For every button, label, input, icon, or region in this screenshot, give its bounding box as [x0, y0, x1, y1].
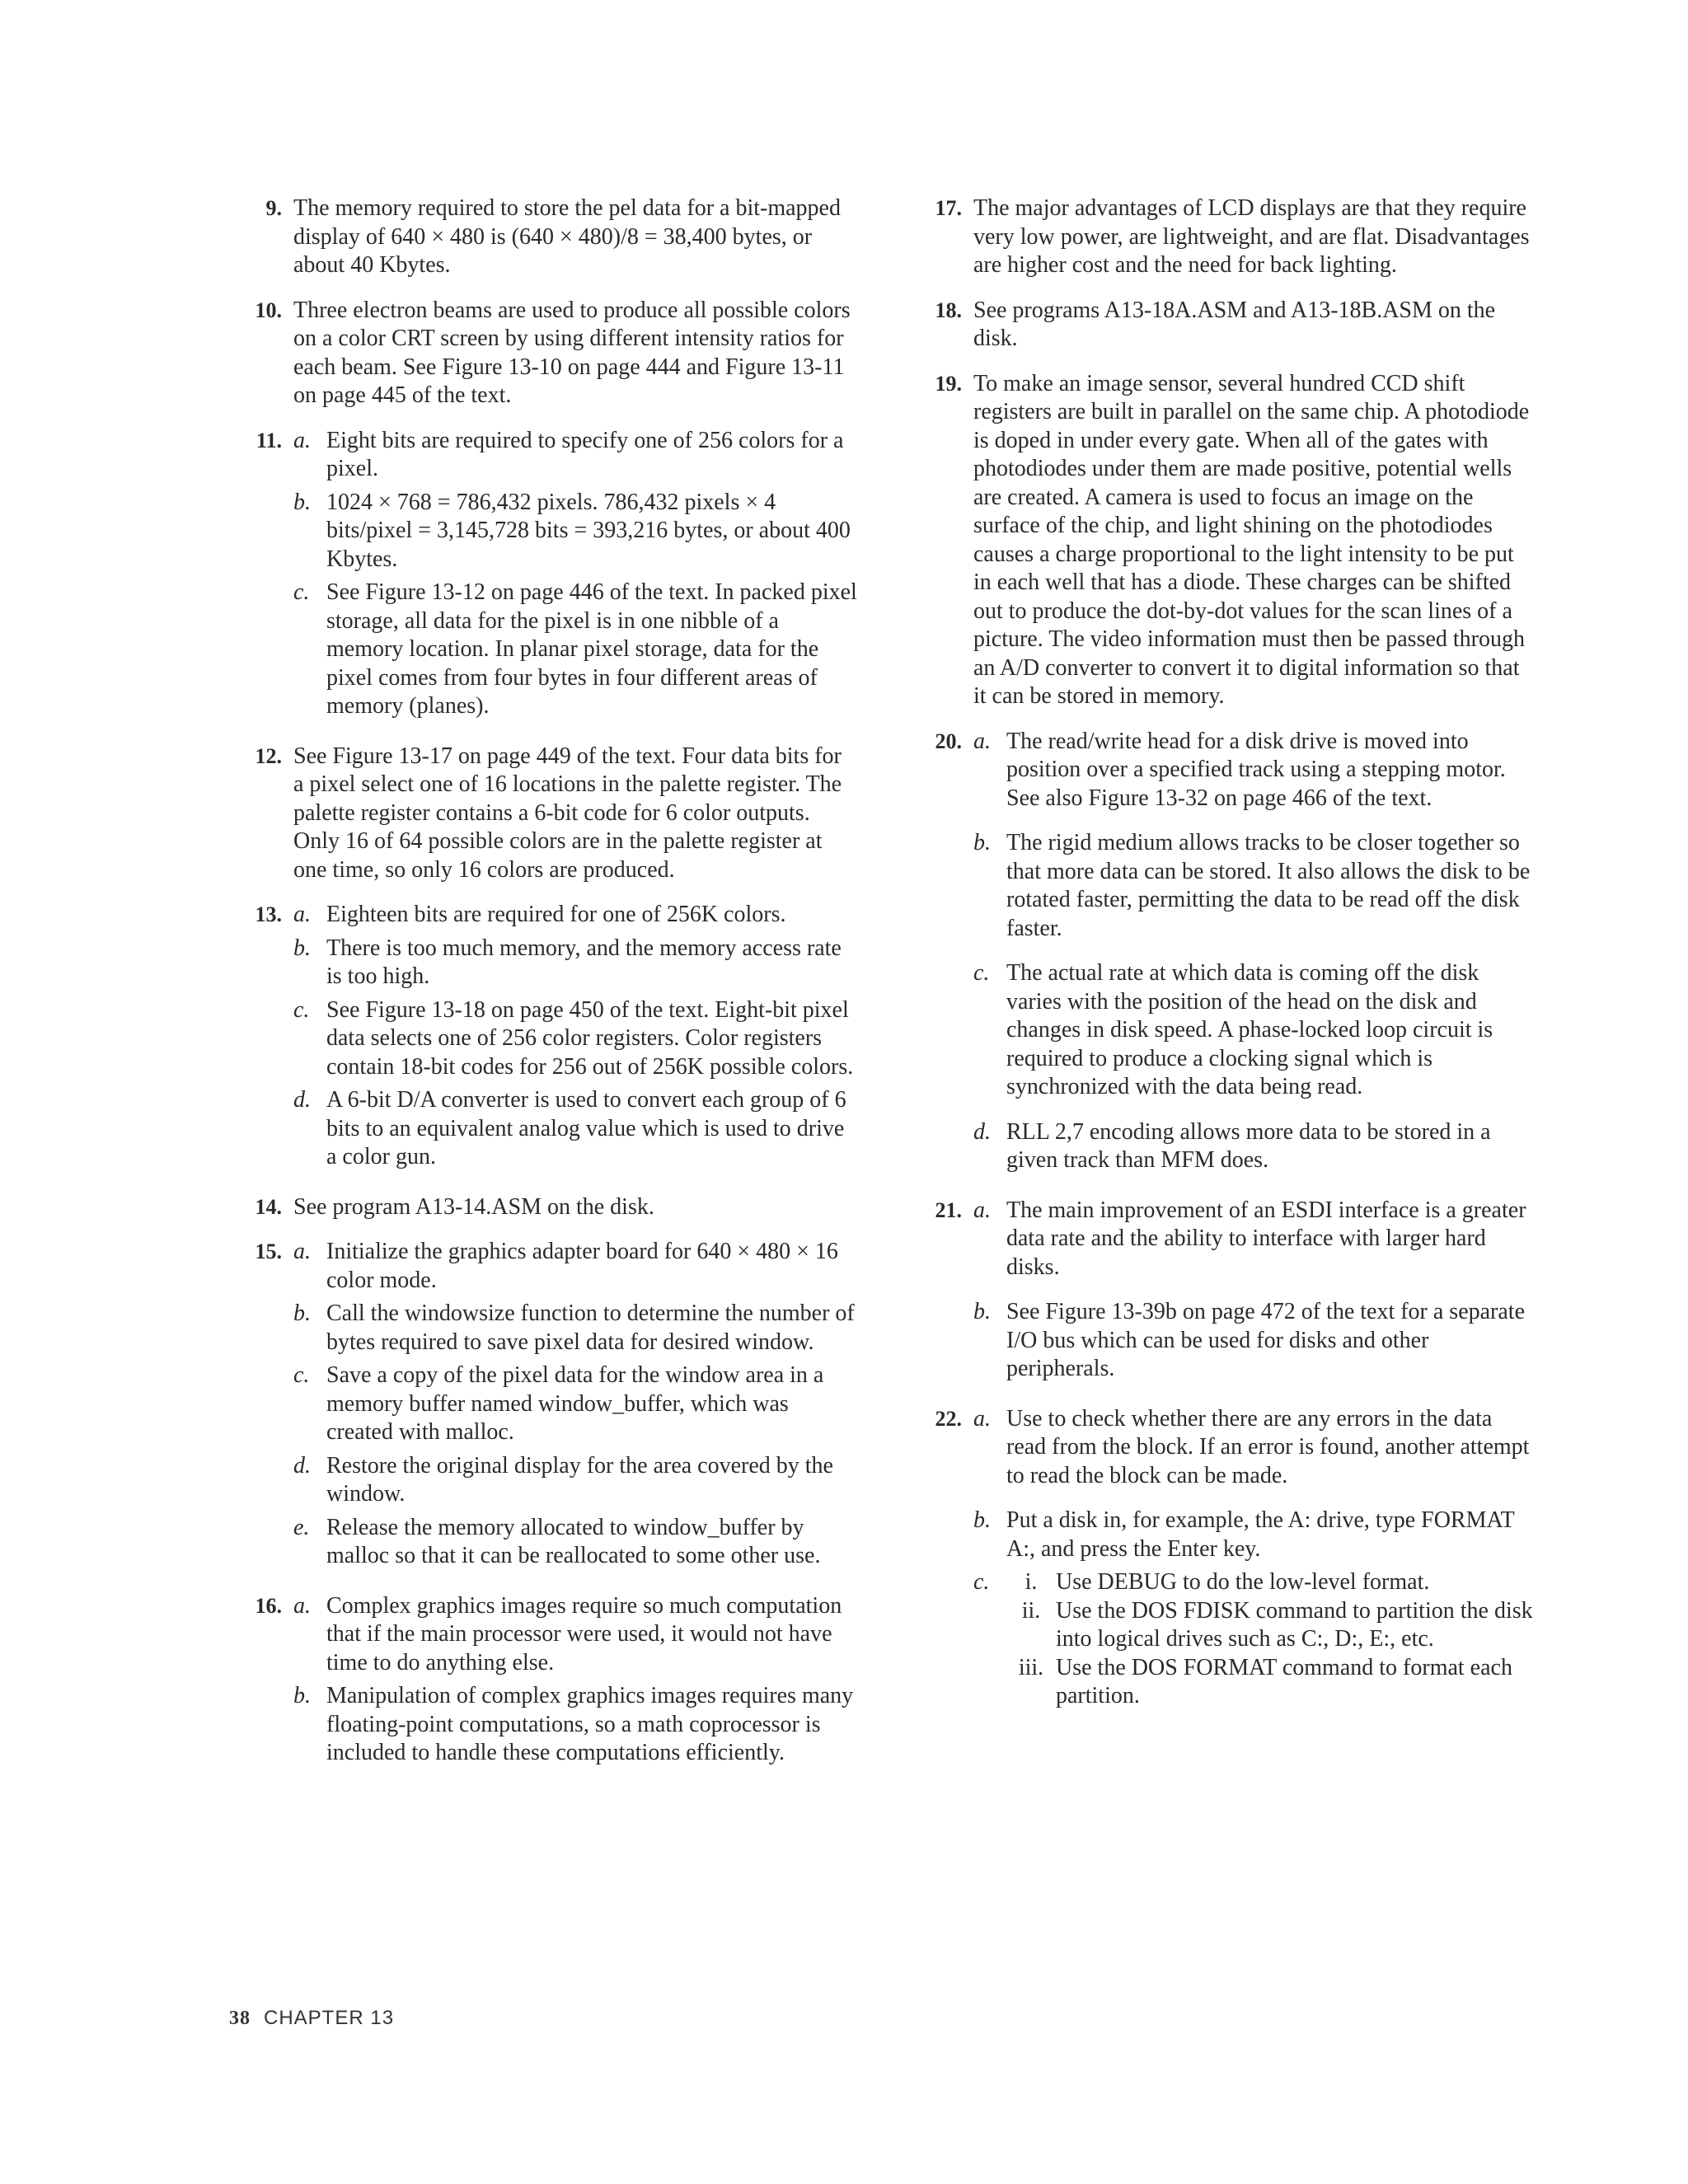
part-text: Save a copy of the pixel data for the window area in a memory buffer named window_buffer, which was created with malloc.	[326, 1362, 824, 1445]
part-text: Call the windowsize function to determine the number of bytes required to save pixel data for desired window.	[326, 1301, 855, 1355]
part-text: See Figure 13-18 on page 450 of the text. Eight-bit pixel data selects one of 256 color registers. Color registers contain 18-bit codes for 256 out of 256K possible colors.	[326, 996, 854, 1080]
part-label: c.	[293, 1362, 310, 1388]
part-text: Initialize the graphics adapter board for 640 × 480 × 16 color mode.	[326, 1239, 838, 1293]
part-text: There is too much memory, and the memory access rate is too high.	[326, 935, 842, 989]
part-label: c.	[293, 996, 310, 1023]
question-14	[223, 1193, 857, 1222]
part-text: Eight bits are required to specify one of 256 colors for a pixel.	[326, 427, 844, 481]
part-text: Eighteen bits are required for one of 256K colors.	[326, 902, 786, 927]
question-15	[223, 1238, 857, 1576]
part-label: b.	[293, 935, 311, 961]
part-text: The read/write head for a disk drive is moved into position over a specified track using a stepping motor. See also Figure 13-32 on page 466 of the text.	[1006, 728, 1506, 811]
subpart-label: iii.	[1018, 1654, 1044, 1680]
question-number: 13.	[255, 902, 282, 926]
answer-text: See programs A13-18A.ASM and A13-18B.ASM on the disk.	[973, 297, 1496, 351]
subpart-label: ii.	[1021, 1597, 1041, 1624]
answer-subpart-iii	[1006, 1654, 1537, 1711]
subpart-text: Use DEBUG to do the low-level format.	[1056, 1569, 1430, 1595]
part-label: c.	[973, 1569, 990, 1595]
answer-part-a	[293, 427, 857, 484]
part-label: b.	[293, 489, 311, 515]
right-column	[903, 194, 1537, 1732]
question-number: 22.	[935, 1406, 962, 1431]
part-label: c.	[293, 579, 310, 605]
part-label: a.	[973, 1197, 991, 1223]
part-text: Complex graphics images require so much computation that if the main processor were used, it would not have time to do anything else.	[326, 1592, 842, 1675]
part-text: See Figure 13-12 on page 446 of the text. In packed pixel storage, all data for the pixel is in one nibble of a memory location. In planar pixel storage, data for the pixel comes from four bytes in four different areas of memory (planes).	[326, 579, 857, 719]
answer-part-d	[293, 1452, 857, 1509]
question-22	[903, 1405, 1537, 1716]
answer-text: To make an image sensor, several hundred CCD shift registers are built in parallel on the same chip. A photodiode is doped in under every gate. When all of the gates with photodiodes under them are made positive, potential wells are created. A camera is used to focus an image on the surface of the chip, and light shining on the photodiodes causes a charge proportional to the light intensity to be put in each well that has a diode. These charges can be shifted out to produce the dot-by-dot values for the scan lines of a picture. The video information must then be passed through an A/D converter to convert it to digital information so that it can be stored in memory.	[973, 370, 1530, 709]
question-number: 17.	[935, 196, 962, 220]
answer-part-a	[973, 728, 1537, 813]
part-label: a.	[293, 902, 311, 927]
question-19	[903, 370, 1537, 711]
answer-part-b	[293, 935, 857, 991]
answer-part-b	[293, 1682, 857, 1768]
answer-text: See Figure 13-17 on page 449 of the text. Four data bits for a pixel select one of 16 locations in the palette register. The palette register contains a 6-bit code for 6 color outputs. Only 16 of 64 possible colors are in the palette register at one time, so only 16 colors are produced.	[293, 743, 842, 883]
part-label: e.	[293, 1514, 310, 1540]
question-10	[223, 297, 857, 410]
answer-part-b	[293, 1300, 857, 1357]
part-label: b.	[293, 1683, 311, 1708]
part-label: b.	[973, 1299, 991, 1324]
subpart-text: Use the DOS FORMAT command to format each partition.	[1056, 1654, 1512, 1708]
part-label: a.	[973, 728, 991, 754]
part-text: Manipulation of complex graphics images requires many floating-point computations, so a math coprocessor is included to handle these computations efficiently.	[326, 1683, 854, 1765]
part-label: b.	[973, 830, 991, 855]
answer-part-a	[293, 901, 857, 930]
part-label: d.	[293, 1452, 311, 1479]
part-label: a.	[293, 1239, 311, 1264]
question-number: 20.	[935, 729, 962, 753]
part-text: RLL 2,7 encoding allows more data to be stored in a given track than MFM does.	[1006, 1118, 1491, 1173]
answer-part-b	[973, 829, 1537, 943]
page-number: 38	[229, 2008, 251, 2029]
question-16	[223, 1592, 857, 1773]
left-column	[223, 194, 857, 1789]
part-text: The main improvement of an ESDI interface is a greater data rate and the ability to interface with larger hard disks.	[1006, 1197, 1526, 1280]
part-text: Release the memory allocated to window_buffer by malloc so that it can be reallocated to some other use.	[326, 1514, 821, 1568]
question-12	[223, 743, 857, 885]
part-text: The rigid medium allows tracks to be closer together so that more data can be stored. It also allows the disk to be rotated faster, permitting the data to be read off the disk faster.	[1006, 830, 1531, 941]
part-text: The actual rate at which data is coming off the disk varies with the position of the head on the disk and changes in disk speed. A phase-locked loop circuit is required to produce a clocking signal which is synchronized with the data being read.	[1006, 960, 1493, 1099]
answer-subpart-ii	[1006, 1597, 1537, 1654]
page-footer	[229, 2006, 394, 2031]
question-number: 16.	[255, 1593, 282, 1618]
answer-text: The memory required to store the pel data for a bit-mapped display of 640 × 480 is (640 × 480)/8 = 38,400 bytes, or about 40 Kbytes.	[293, 195, 841, 278]
question-number: 19.	[935, 371, 962, 396]
answer-part-c	[293, 579, 857, 721]
question-number: 14.	[255, 1194, 282, 1219]
answer-text: Three electron beams are used to produce all possible colors on a color CRT screen by using different intensity ratios for each beam. See Figure 13-10 on page 444 and Figure 13-11 on page 445 of the text.	[293, 297, 851, 408]
part-text: Use to check whether there are any errors in the data read from the block. If an error is found, another attempt to read the block can be made.	[1006, 1405, 1530, 1488]
part-text: A 6-bit D/A converter is used to convert each group of 6 bits to an equivalent analog value which is used to drive a color gun.	[326, 1087, 846, 1169]
question-17	[903, 194, 1537, 280]
part-text: Restore the original display for the area covered by the window.	[326, 1452, 833, 1507]
question-number: 11.	[256, 428, 282, 452]
answer-part-d	[293, 1086, 857, 1172]
answer-part-a	[973, 1405, 1537, 1491]
answer-part-a	[293, 1592, 857, 1678]
subpart-label: i.	[1025, 1569, 1038, 1595]
question-number: 12.	[255, 743, 282, 768]
question-number: 10.	[255, 298, 282, 322]
part-label: a.	[293, 1592, 311, 1619]
answer-part-d	[973, 1118, 1537, 1175]
question-11	[223, 427, 857, 726]
part-label: b.	[293, 1301, 311, 1326]
part-label: a.	[293, 427, 311, 453]
question-number: 15.	[255, 1240, 282, 1263]
answer-part-b	[973, 1507, 1537, 1563]
answer-part-c	[293, 996, 857, 1082]
answer-part-b	[973, 1298, 1537, 1384]
answer-part-c	[973, 959, 1537, 1102]
question-20	[903, 728, 1537, 1180]
answer-part-e	[293, 1514, 857, 1571]
part-text: See Figure 13-39b on page 472 of the text for a separate I/O bus which can be used for disks and other peripherals.	[1006, 1299, 1526, 1381]
part-label: b.	[973, 1507, 991, 1533]
chapter-label: CHAPTER 13	[264, 2007, 395, 2029]
answer-part-a	[293, 1238, 857, 1295]
part-text: Put a disk in, for example, the A: drive, type FORMAT A:, and press the Enter key.	[1006, 1507, 1515, 1562]
answer-part-a	[973, 1197, 1537, 1282]
question-number: 9.	[265, 196, 282, 220]
question-number: 21.	[935, 1197, 962, 1222]
answer-text: See program A13-14.ASM on the disk.	[293, 1193, 654, 1220]
part-label: d.	[293, 1087, 311, 1113]
subpart-text: Use the DOS FDISK command to partition the disk into logical drives such as C:, D:, E:, etc.	[1056, 1597, 1533, 1652]
answer-subpart-i	[1006, 1568, 1537, 1597]
answer-part-c	[293, 1361, 857, 1447]
answer-text: The major advantages of LCD displays are that they require very low power, are lightweight, and are flat. Disadvantages are higher cost and the need for back lighting.	[973, 195, 1530, 278]
question-13	[223, 901, 857, 1177]
question-number: 18.	[935, 298, 962, 322]
part-label: a.	[973, 1405, 991, 1432]
answer-part-b	[293, 489, 857, 574]
answer-part-c	[973, 1568, 1537, 1711]
question-9	[223, 194, 857, 280]
part-label: c.	[973, 960, 990, 986]
part-label: d.	[973, 1118, 991, 1145]
question-21	[903, 1197, 1537, 1389]
question-18	[903, 297, 1537, 354]
part-text: 1024 × 768 = 786,432 pixels. 786,432 pixels × 4 bits/pixel = 3,145,728 bits = 393,216 bytes, or about 400 Kbytes.	[326, 489, 851, 572]
